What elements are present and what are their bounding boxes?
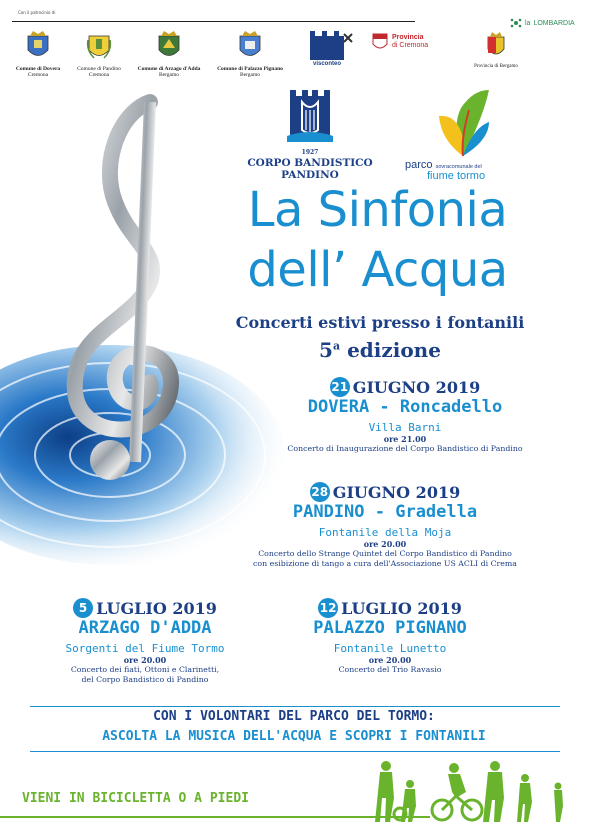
regione-lombardia-logo — [510, 17, 575, 29]
event-description: Concerto del Trio Ravasio — [338, 665, 442, 674]
header-rule — [12, 21, 415, 22]
band-founding-year: 1927 — [301, 149, 319, 156]
bike-walk-callout: VIENI IN BICICLETTA O A PIEDI — [22, 791, 249, 806]
event-time: ore 20.00 — [123, 655, 167, 665]
visconteo-logo — [306, 28, 356, 76]
event-place: DOVERA - Roncadello — [307, 397, 503, 417]
arzago-crest-icon — [156, 30, 182, 62]
event-time: ore 20.00 — [368, 655, 412, 665]
edition-superscript: a — [332, 339, 341, 353]
rosa-camuna-icon — [510, 17, 522, 29]
provincia-cremona-logo — [371, 31, 428, 53]
event-place: ARZAGO D'ADDA — [78, 618, 212, 638]
parco-name: fiume tormo — [427, 170, 486, 182]
banner-rule-top — [30, 706, 560, 707]
event-month-year: GIUGNO 2019 — [352, 377, 481, 397]
band-name-line2: PANDINO — [281, 168, 339, 181]
event-place: PALAZZO PIGNANO — [313, 618, 467, 638]
event-month-year: GIUGNO 2019 — [332, 482, 461, 502]
region-prefix: la — [525, 19, 531, 27]
event-day-badge: 12 — [318, 598, 338, 618]
event-month-year: LUGLIO 2019 — [96, 598, 217, 618]
lyre-tower-icon — [285, 88, 335, 152]
comune-palazzo-pignano-logo — [212, 30, 288, 79]
comune-dovera-logo — [10, 30, 66, 79]
event-description: Concerto dei fiati, Ottoni e Clarinetti, — [70, 665, 220, 674]
municipality-name: Comune di Pandino — [77, 66, 121, 72]
municipality-name: Comune di Dovera — [15, 66, 61, 72]
event-venue: Sorgenti del Fiume Tormo — [65, 642, 225, 655]
event-place: PANDINO - Gradella — [292, 502, 478, 522]
municipality-province: Bergamo — [239, 72, 261, 79]
provincia-bergamo-label: Provincia di Bergamo — [474, 64, 518, 69]
poster-subtitle: Concerti estivi presso i fontanili — [235, 313, 525, 332]
banner-rule-bottom — [30, 751, 560, 752]
palazzo-pignano-crest-icon — [237, 30, 263, 62]
family-cyclists-icon — [370, 758, 570, 824]
corpo-bandistico-logo — [240, 88, 380, 181]
event-month-year: LUGLIO 2019 — [341, 598, 462, 618]
event-date — [40, 598, 250, 618]
municipality-province: Cremona — [88, 72, 110, 79]
event-card — [205, 482, 565, 568]
provincia-bergamo-logo — [466, 30, 526, 70]
event-venue: Fontanile della Moja — [318, 526, 452, 539]
municipality-name: Comune di Arzago d'Adda — [137, 66, 201, 72]
castle-icon — [306, 28, 356, 76]
event-day-badge: 28 — [310, 482, 330, 502]
band-name-line1: CORPO BANDISTICO — [247, 156, 373, 169]
event-card — [255, 377, 555, 454]
bergamo-crest-icon — [485, 30, 507, 60]
event-venue: Villa Barni — [368, 421, 442, 434]
comune-arzago-logo — [133, 30, 205, 79]
banner-line1: CON I VOLONTARI DEL PARCO DEL TORMO: — [153, 709, 435, 724]
event-day-badge: 21 — [330, 377, 350, 397]
region-name: LOMBARDIA — [533, 19, 575, 27]
event-time: ore 21.00 — [383, 434, 427, 444]
dovera-crest-icon — [25, 30, 51, 62]
event-description: del Corpo Bandistico di Pandino — [81, 674, 209, 684]
municipality-province: Bergamo — [158, 72, 180, 79]
sponsor-label: Con il patrocinio di — [18, 10, 56, 15]
cremona-crest-icon — [371, 31, 389, 53]
event-card — [270, 598, 510, 675]
provincia-cremona-line2: di Cremona — [392, 42, 429, 49]
event-date — [205, 482, 565, 502]
municipality-province: Cremona — [27, 72, 49, 79]
parco-label: parco — [405, 159, 433, 171]
visconteo-label: visconteo — [312, 61, 341, 67]
event-date — [255, 377, 555, 397]
event-description: Concerto dello Strange Quintet del Corpo Bandistico di Pandino — [258, 549, 512, 558]
footer-green-rule — [0, 816, 430, 818]
municipality-name: Comune di Palazzo Pignano — [217, 66, 283, 72]
event-time: ore 20.00 — [363, 539, 407, 549]
edition-number: 5 — [319, 338, 333, 362]
parco-small-label: sovracomunale del — [435, 164, 482, 170]
event-description: con esibizione di tango a cura dell'Associazione US ACLI di Crema — [253, 558, 517, 568]
provincia-cremona-line1: Provincia — [392, 34, 424, 42]
event-description: Concerto di Inaugurazione del Corpo Bandistico di Pandino — [287, 444, 523, 453]
event-day-badge: 5 — [73, 598, 93, 618]
poster-title-line2: dell’ Acqua — [247, 242, 508, 298]
banner-line2: ASCOLTA LA MUSICA DELL'ACQUA E SCOPRI I FONTANILI — [102, 729, 486, 744]
comune-pandino-logo — [70, 30, 128, 79]
event-card — [40, 598, 250, 684]
leaf-icon — [433, 88, 493, 160]
event-venue: Fontanile Lunetto — [333, 642, 447, 655]
edition-word: edizione — [347, 338, 441, 362]
edition-label — [205, 338, 555, 362]
poster-title-line1: La Sinfonia — [247, 182, 508, 238]
pandino-crest-icon — [86, 30, 112, 62]
event-date — [270, 598, 510, 618]
parco-tormo-logo — [405, 88, 515, 182]
